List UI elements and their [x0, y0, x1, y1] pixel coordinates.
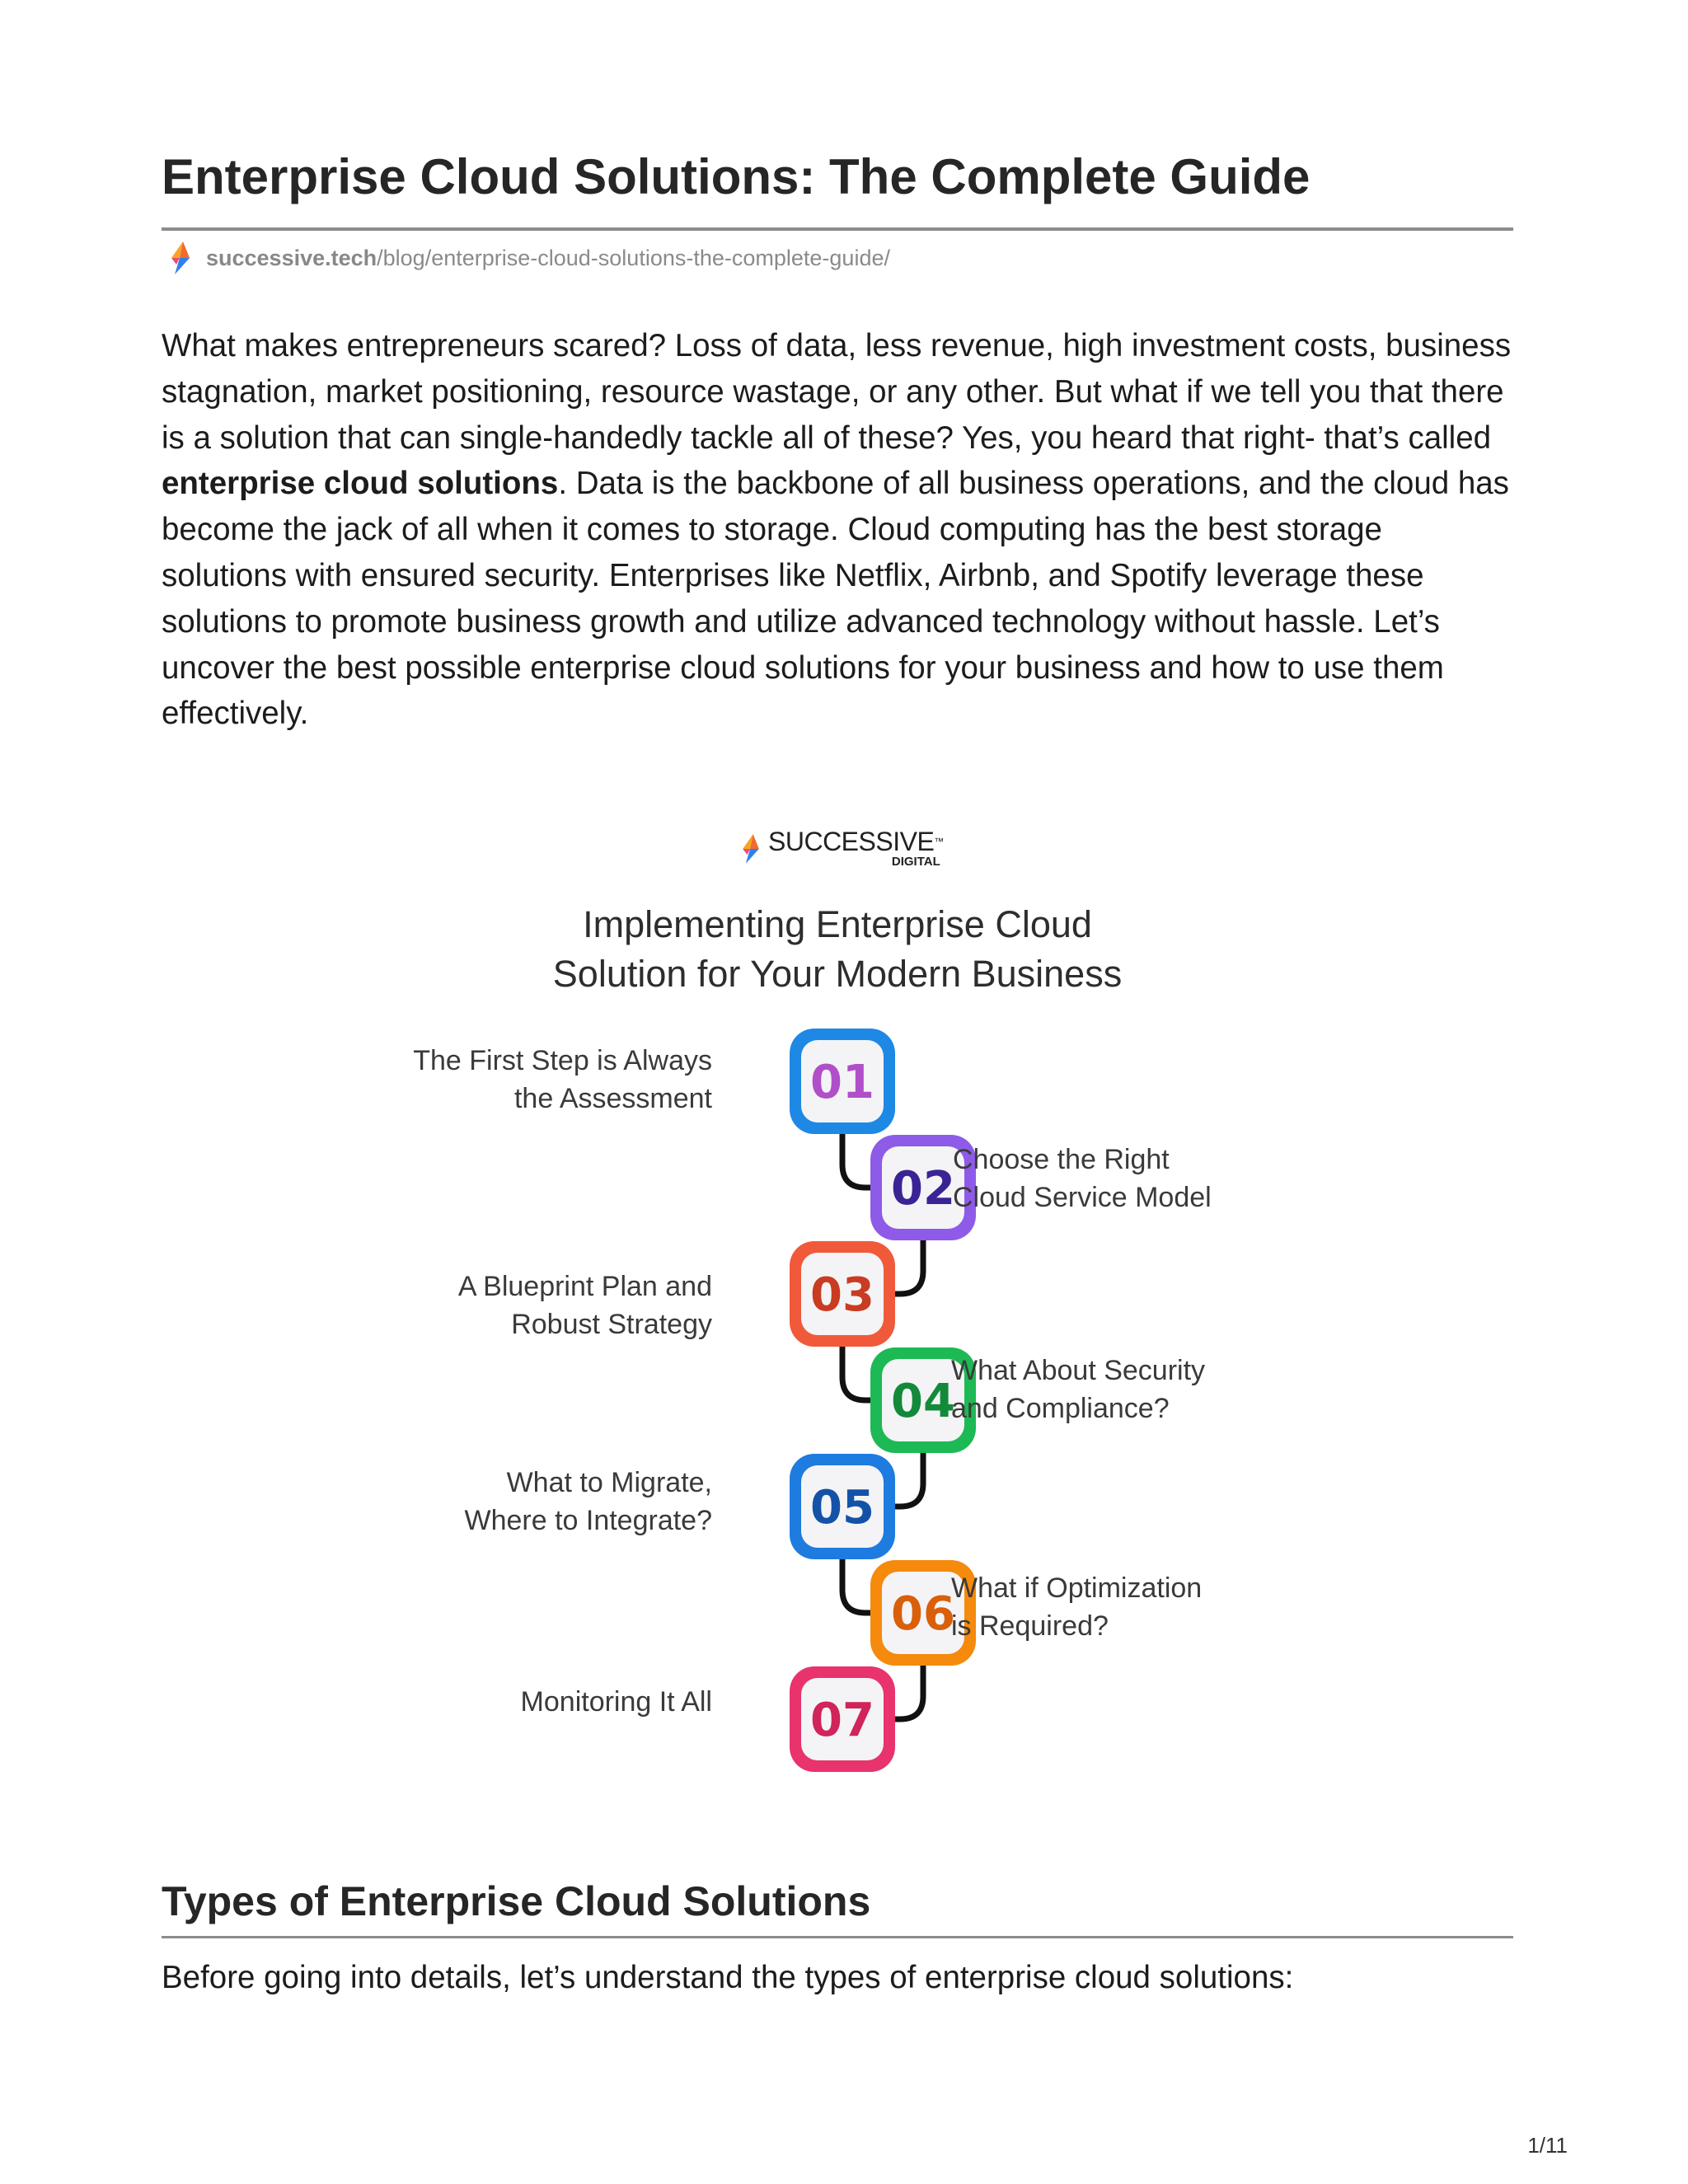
step-number-06: 06: [891, 1587, 955, 1641]
intro-text-end: . Data is the backbone of all business operations, and the cloud has become the jack of all when it comes to storage. Cloud computing has the best storage solutions with ensured security. Enterprises like Netflix, Airbnb, and Spotify leverage these solutions to promote business growth and utilize advanced technology without hassle. Let’s uncover the best possible enterprise cloud solutions for your business and how to use them effectively.: [162, 466, 1509, 732]
step-connector-06-07: [892, 1661, 923, 1719]
title-divider: [162, 227, 1513, 231]
step-label-07: [284, 1683, 712, 1721]
step-connector-03-04: [842, 1342, 874, 1400]
step-connector-02-03: [892, 1235, 923, 1294]
step-connector-04-05: [892, 1448, 923, 1507]
intro-bold-term: enterprise cloud solutions: [162, 466, 559, 502]
step-04-line1: What About Security: [951, 1355, 1206, 1386]
step-badge-03: [790, 1241, 895, 1347]
step-label-05: [284, 1464, 712, 1540]
step-label-06: [951, 1569, 1380, 1645]
successive-logo-icon: [165, 240, 196, 276]
step-connector-01-02: [842, 1129, 874, 1188]
step-label-02: [953, 1141, 1381, 1216]
step-01-line2: the Assessment: [513, 1083, 712, 1114]
brand-subtitle: DIGITAL: [891, 855, 940, 869]
step-badge-07: [790, 1666, 895, 1772]
intro-paragraph: [162, 323, 1513, 737]
step-badge-05: [790, 1454, 895, 1559]
step-number-03: 03: [810, 1268, 874, 1322]
section-paragraph: Before going into details, let’s understand the types of enterprise cloud solutions:: [162, 1960, 1294, 1995]
step-label-04: [951, 1352, 1380, 1427]
step-number-04: 04: [891, 1375, 955, 1428]
step-06-line1: What if Optimization: [951, 1572, 1203, 1604]
step-01-line1: The First Step is Always: [413, 1045, 712, 1076]
article-title: Enterprise Cloud Solutions: The Complete Guide: [162, 149, 1311, 204]
step-number-05: 05: [810, 1481, 874, 1535]
intro-text-start: What makes entrepreneurs scared? Loss of data, less revenue, high investment costs, business stagnation, market positioning, resource wastage, or any other. But what if we tell you that there is a solution that can single-handedly tackle all of these? Yes, you heard that right- that’s called: [162, 328, 1512, 456]
step-number-01: 01: [810, 1056, 874, 1109]
step-number-07: 07: [810, 1694, 874, 1747]
infographic-title-line2: Solution for Your Modern Business: [552, 953, 1123, 995]
brand-trademark: ™: [934, 836, 944, 847]
source-link[interactable]: [165, 239, 890, 277]
step-02-line2: Cloud Service Model: [953, 1182, 1212, 1213]
step-badge-01: [790, 1029, 895, 1134]
infographic-title-line1: Implementing Enterprise Cloud: [583, 903, 1092, 945]
source-domain: successive.tech: [206, 245, 377, 270]
step-03-line1: A Blueprint Plan and: [457, 1271, 712, 1302]
step-05-line1: What to Migrate,: [506, 1467, 712, 1498]
step-connector-05-06: [842, 1554, 874, 1613]
step-number-02: 02: [891, 1162, 955, 1216]
source-path: /blog/enterprise-cloud-solutions-the-complete-guide/: [377, 245, 890, 270]
source-url[interactable]: [206, 246, 890, 271]
step-07-line1: Monitoring It All: [520, 1686, 712, 1718]
step-03-line2: Robust Strategy: [511, 1309, 712, 1340]
infographic: [162, 791, 1513, 1797]
section-divider: [162, 1936, 1513, 1938]
step-label-01: [284, 1042, 712, 1118]
step-05-line2: Where to Integrate?: [464, 1505, 712, 1536]
step-06-line2: is Required?: [951, 1610, 1109, 1642]
step-04-line2: and Compliance?: [951, 1393, 1170, 1424]
section-heading: Types of Enterprise Cloud Solutions: [162, 1878, 871, 1924]
page-number: 1/11: [1527, 2133, 1568, 2158]
step-label-03: [284, 1268, 712, 1343]
brand-name: SUCCESSIVE: [768, 827, 935, 856]
step-02-line1: Choose the Right: [953, 1144, 1170, 1175]
